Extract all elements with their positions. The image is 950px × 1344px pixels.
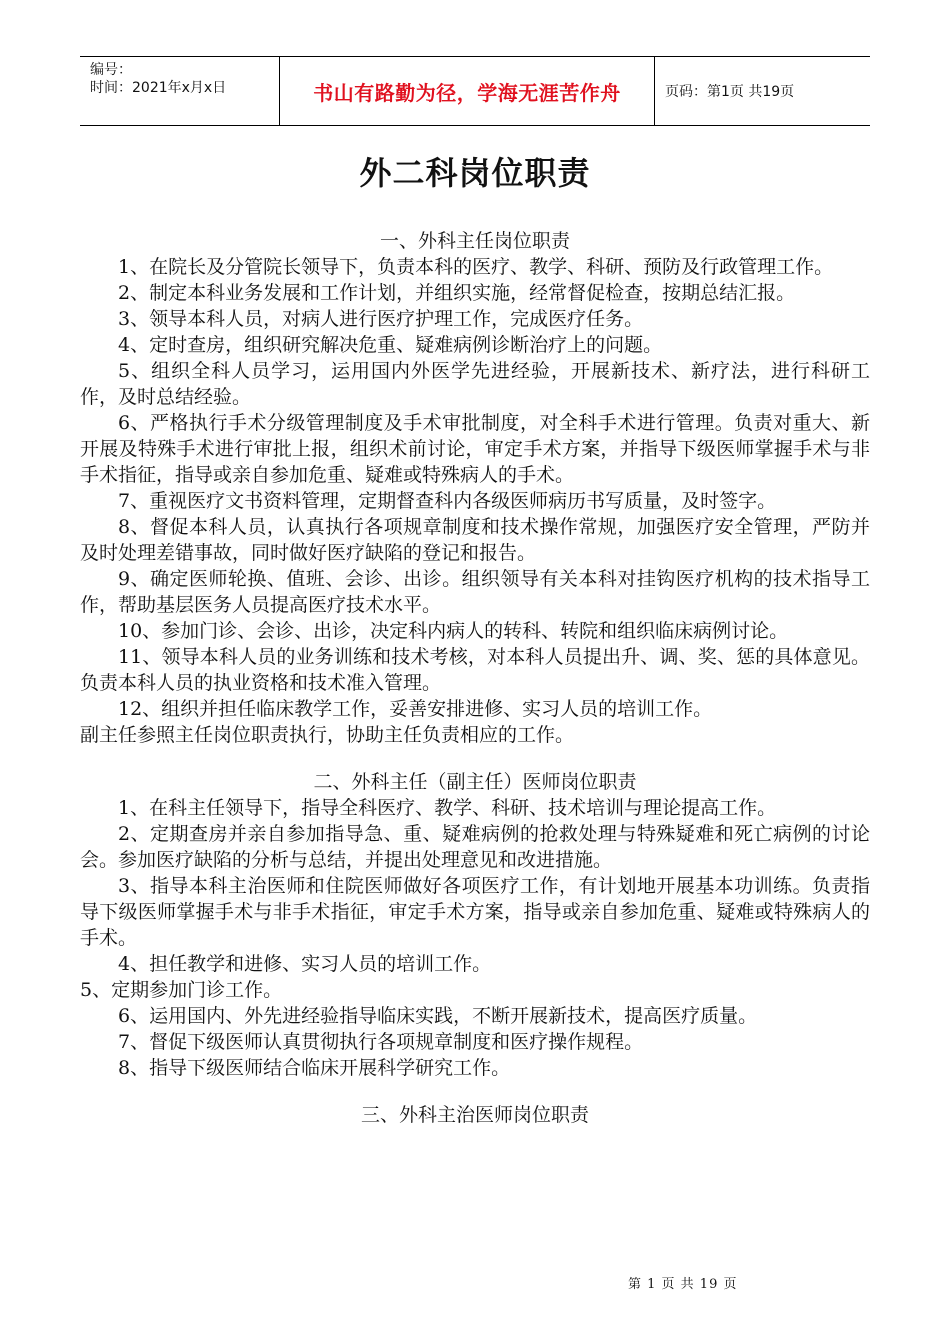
paragraph: 3、领导本科人员，对病人进行医疗护理工作，完成医疗任务。: [118, 308, 644, 330]
page-footer: 第 1 页 共 19 页: [628, 1277, 738, 1292]
paragraph: 4、定时查房，组织研究解决危重、疑难病例诊断治疗上的问题。: [118, 334, 663, 356]
paragraph: 6、严格执行手术分级管理制度及手术审批制度，对全科手术进行管理。负责对重大、新开展及特殊手术进行审批上报，组织术前讨论，审定手术方案，并指导下级医师掌握手术与非手术指征，指导或亲自参加危重、疑难或特殊病人的手术。: [80, 412, 870, 486]
section-heading: 一、外科主任岗位职责: [379, 230, 570, 252]
paragraph: 11、领导本科人员的业务训练和技术考核，对本科人员提出升、调、奖、惩的具体意见。负责本科人员的执业资格和技术准入管理。: [80, 646, 870, 694]
paragraph: 8、指导下级医师结合临床开展科学研究工作。: [118, 1057, 511, 1079]
paragraph: 2、制定本科业务发展和工作计划，并组织实施，经常督促检查，按期总结汇报。: [118, 282, 796, 304]
paragraph: 7、督促下级医师认真贯彻执行各项规章制度和医疗操作规程。: [118, 1031, 644, 1053]
header-table: [80, 56, 870, 126]
paragraph: 2、定期查房并亲自参加指导急、重、疑难病例的抢救处理与特殊疑难和死亡病例的讨论会。参加医疗缺陷的分析与总结，并提出处理意见和改进措施。: [80, 823, 870, 871]
section-heading: 二、外科主任（副主任）医师岗位职责: [313, 771, 637, 793]
paragraph: 8、督促本科人员，认真执行各项规章制度和技术操作常规，加强医疗安全管理，严防并及时处理差错事故，同时做好医疗缺陷的登记和报告。: [80, 516, 870, 564]
paragraph: 12、组织并担任临床教学工作，妥善安排进修、实习人员的培训工作。: [118, 698, 713, 720]
section-heading: 三、外科主治医师岗位职责: [360, 1104, 589, 1126]
paragraph: 1、在院长及分管院长领导下，负责本科的医疗、教学、科研、预防及行政管理工作。: [118, 256, 834, 278]
paragraph: 3、指导本科主治医师和住院医师做好各项医疗工作，有计划地开展基本功训练。负责指导下级医师掌握手术与非手术指征，审定手术方案，指导或亲自参加危重、疑难或特殊病人的手术。: [80, 875, 870, 949]
page-title: 外二科岗位职责: [359, 154, 591, 192]
document-body: [80, 228, 870, 1128]
section-note: 副主任参照主任岗位职责执行，协助主任负责相应的工作。: [80, 724, 575, 746]
paragraph: 5、组织全科人员学习，运用国内外医学先进经验，开展新技术、新疗法，进行科研工作，及时总结经验。: [80, 360, 870, 408]
header-meta-cell: [80, 57, 280, 125]
paragraph: 5、定期参加门诊工作。: [80, 979, 283, 1001]
paragraph: 10、参加门诊、会诊、出诊，决定科内病人的转科、转院和组织临床病例讨论。: [118, 620, 789, 642]
header-motto: 书山有路勤为径，学海无涯苦作舟: [280, 57, 655, 125]
paragraph: 4、担任教学和进修、实习人员的培训工作。: [118, 953, 492, 975]
paragraph: 6、运用国内、外先进经验指导临床实践，不断开展新技术，提高医疗质量。: [118, 1005, 758, 1027]
header-page-label: 页码：第1页 共19页: [665, 84, 795, 100]
paragraph: 9、确定医师轮换、值班、会诊、出诊。组织领导有关本科对挂钩医疗机构的技术指导工作，帮助基层医务人员提高医疗技术水平。: [80, 568, 870, 616]
paragraph: 1、在科主任领导下，指导全科医疗、教学、科研、技术培训与理论提高工作。: [118, 797, 777, 819]
number-label: 编号：: [90, 62, 132, 78]
paragraph: 7、重视医疗文书资料管理，定期督查科内各级医师病历书写质量，及时签字。: [118, 490, 777, 512]
time-label: 时间：2021年x月x日: [90, 80, 227, 96]
